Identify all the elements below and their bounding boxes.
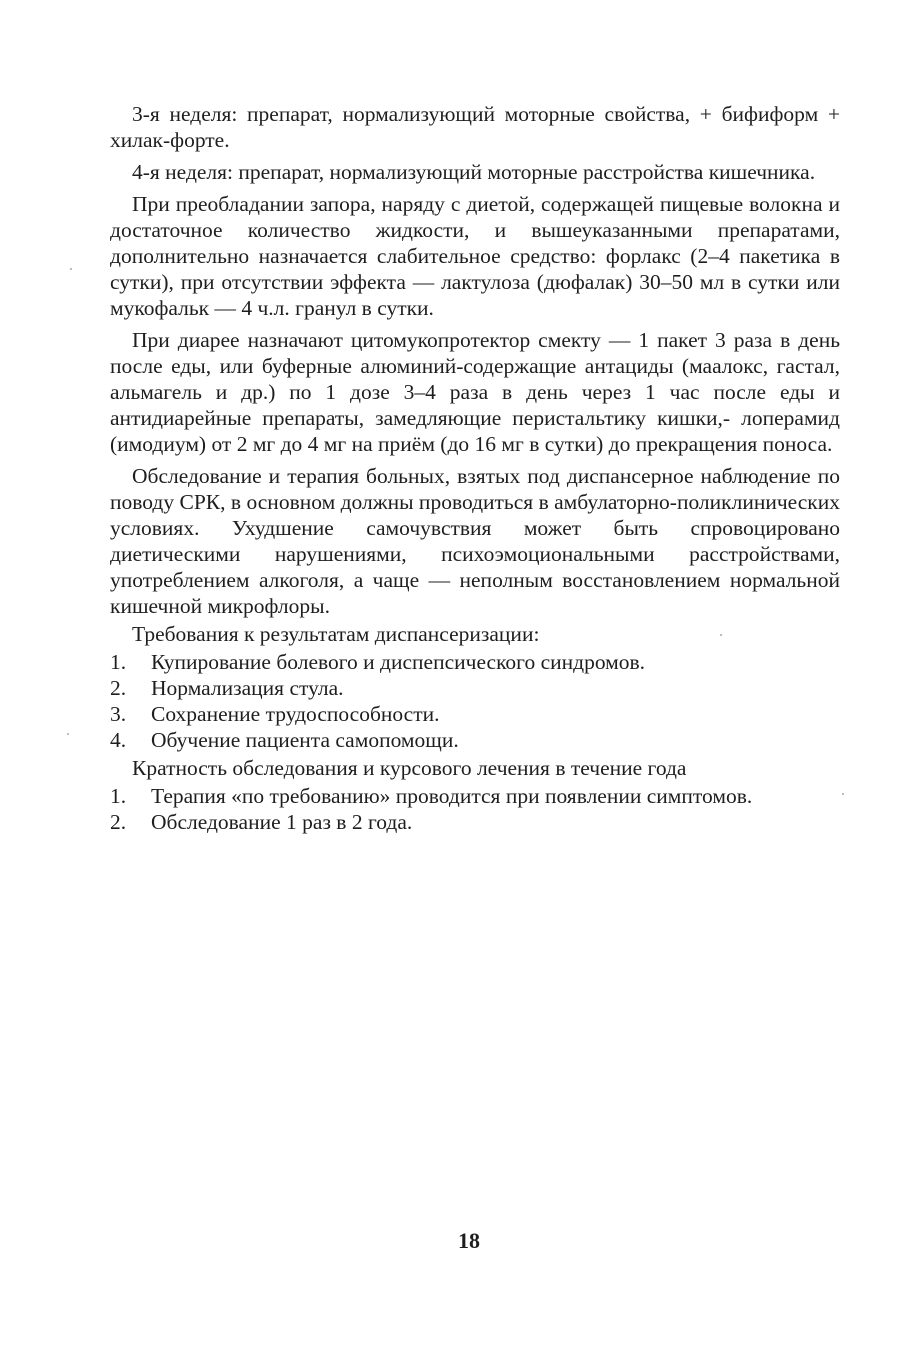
paragraph-week-4: 4-я неделя: препарат, нормализующий моторные расстройства кишечника. [132, 160, 816, 184]
scan-speck [720, 634, 722, 636]
scan-speck [842, 793, 844, 795]
requirements-heading: Требования к результатам диспансеризации: [132, 622, 540, 646]
paragraph-week-3: 3-я неделя: препарат, нормализующий моторные свойства, + бифиформ + хилак-форте. [110, 102, 840, 152]
list-item [110, 701, 840, 727]
list-item-text: Купирование болевого и диспепсического синдромов. [151, 650, 646, 674]
list-item-number: 1. [110, 784, 127, 808]
page-number: 18 [458, 1228, 480, 1253]
list-item-text: Обучение пациента самопомощи. [151, 728, 459, 752]
list-item [110, 783, 840, 809]
paragraph-constipation: При преобладании запора, наряду с диетой, содержащей пищевые волокна и достаточное количество жидкости, и вышеуказанными препаратами, дополнительно назначается слабительное средство: форлакс (2–4 пакетика в сутки), при отсутствии эффекта — лактулоза (дюфалак) 30–50 мл в сутки или мукофальк — 4 ч.л. гранул в сутки. [110, 192, 840, 320]
requirements-list [110, 649, 840, 753]
list-item [110, 809, 840, 835]
list-item-text: Сохранение трудоспособности. [151, 702, 440, 726]
list-item-number: 1. [110, 650, 127, 674]
list-item-number: 4. [110, 728, 127, 752]
list-item [110, 675, 840, 701]
paragraph-diarrhea: При диарее назначают цитомукопротектор смекту — 1 пакет 3 раза в день после еды, или буферные алюминий-содержащие антациды (маалокс, гастал, альмагель и др.) по 1 дозе 3–4 раза в день через 1 час после еды и антидиарейные препараты, замедляющие перистальтику кишки,- лоперамид (имодиум) от 2 мг до 4 мг на приём (до 16 мг в сутки) до прекращения поноса. [110, 328, 840, 456]
list-item [110, 649, 840, 675]
list-item-number: 3. [110, 702, 127, 726]
list-item-number: 2. [110, 676, 127, 700]
frequency-heading: Кратность обследования и курсового лечения в течение года [132, 756, 687, 780]
scan-speck [67, 733, 69, 735]
body-text [110, 101, 840, 837]
list-item-text: Нормализация стула. [151, 676, 344, 700]
list-item-number: 2. [110, 810, 127, 834]
list-item [110, 727, 840, 753]
list-item-text: Терапия «по требованию» проводится при появлении симптомов. [151, 784, 753, 808]
list-item-text: Обследование 1 раз в 2 года. [151, 810, 413, 834]
frequency-list [110, 783, 840, 835]
paragraph-dispensary: Обследование и терапия больных, взятых под диспансерное наблюдение по поводу СРК, в основном должны проводиться в амбулаторно-поликлинических условиях. Ухудшение самочувствия может быть спровоцировано диетическими нарушениями, психоэмоциональными расстройствами, употреблением алкоголя, а чаще — неполным восстановлением нормальной кишечной микрофлоры. [110, 464, 840, 618]
scan-speck [70, 268, 72, 270]
